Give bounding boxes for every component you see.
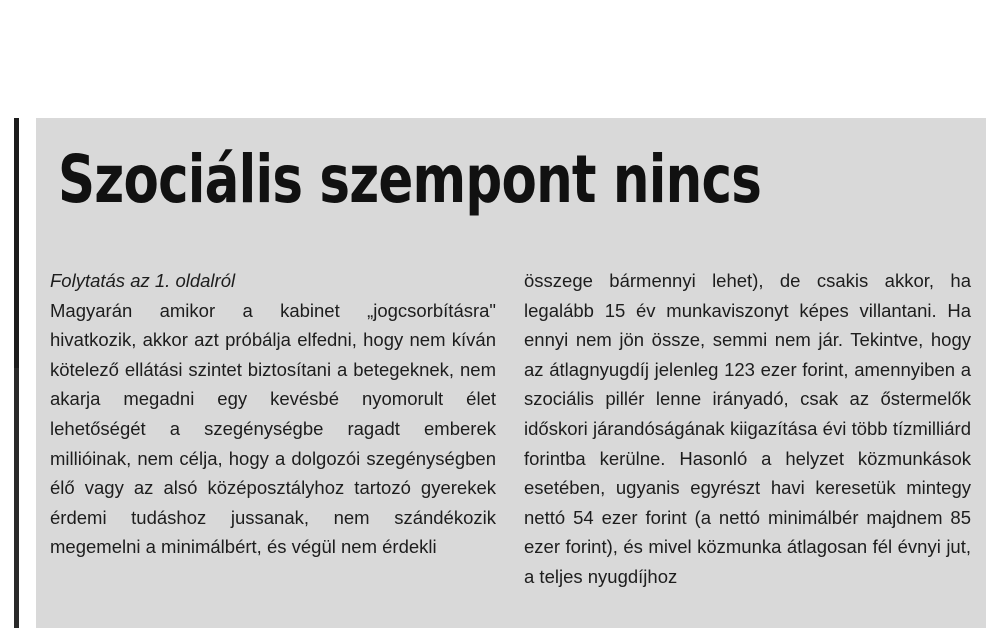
- continuation-note: Folytatás az 1. oldalról: [50, 270, 236, 291]
- body-paragraph: összege bármennyi lehet), de csakis akkor, ha legalább 15 év munkaviszonyt képes villantani. Ha ennyi nem jön össze, semmi nem jár. Tekintve, hogy az átlagnyugdíj jelenleg 123 ezer forint, amennyiben a szociális pillér lenne irányadó, csak az őstermelők időskori járandóságának kiigazítása évi több tízmilliárd forintba kerülne. Hasonló a helyzet közmunkások esetében, ugyanis egyrészt havi keresetük mintegy nettó 54 ezer forint (a nettó minimálbér majdnem 85 ezer forint), és mivel közmunka átlagosan fél évnyi jut, a teljes nyugdíjhoz: [524, 270, 971, 587]
- page-margin-rule: [14, 118, 19, 628]
- article-column-left: [50, 266, 496, 562]
- article-box: [36, 118, 986, 628]
- article-column-right: [524, 266, 971, 592]
- article-headline: Szociális szempont nincs: [58, 141, 762, 218]
- body-paragraph: Magyarán amikor a kabinet „jogcsorbításra" hivatkozik, akkor azt próbálja elfedni, hogy nem kíván kötelező ellátási szintet biztosítani a betegeknek, nem akarja megadni egy kevésbé nyomorult élet lehetőségét a szegénységbe ragadt emberek millióinak, nem célja, hogy a dolgozói szegénységben élő vagy az alsó középosztályhoz tartozó gyerekek érdemi tudáshoz jussanak, nem szándékozik megemelni a minimálbért, és végül nem érdekli: [50, 299, 496, 558]
